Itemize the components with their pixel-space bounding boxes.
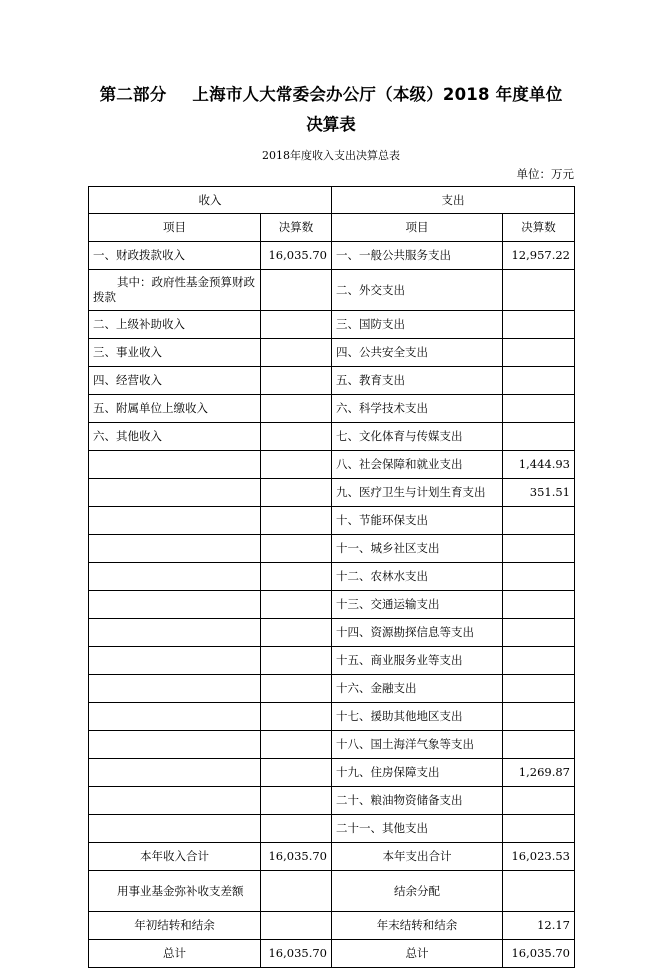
expenditure-item-value [503, 647, 575, 675]
income-item-value [261, 619, 332, 647]
income-item-label: 一、财政拨款收入 [89, 242, 261, 270]
title-line-2: 决算表 [306, 115, 356, 134]
balance-row [89, 871, 575, 912]
budget-final-accounts-table [88, 186, 575, 968]
unit-note: 单位：万元 [516, 167, 574, 181]
expenditure-item-label: 十七、援助其他地区支出 [332, 703, 503, 731]
expenditure-item-label: 十三、交通运输支出 [332, 591, 503, 619]
table-row [89, 423, 575, 451]
income-balance-label [89, 871, 261, 912]
income-item-label-line1: 其中：政府性基金预算财 [117, 275, 244, 289]
income-item-label: 四、经营收入 [89, 367, 261, 395]
income-item-label-line2: 政拨款 [93, 275, 255, 304]
expenditure-item-label: 十一、城乡社区支出 [332, 535, 503, 563]
table-row [89, 675, 575, 703]
expenditure-item-value: 351.51 [503, 479, 575, 507]
expenditure-item-value [503, 703, 575, 731]
expenditure-item-label: 九、医疗卫生与计划生育支出 [332, 479, 503, 507]
table-row [89, 759, 575, 787]
expenditure-item-value: 1,444.93 [503, 451, 575, 479]
income-item-label [89, 787, 261, 815]
income-item-label [89, 270, 261, 311]
table-row [89, 395, 575, 423]
expenditure-item-value: 12,957.22 [503, 242, 575, 270]
table-row [89, 731, 575, 759]
income-item-label [89, 535, 261, 563]
expenditure-subtotal-label: 本年支出合计 [332, 843, 503, 871]
table-row [89, 479, 575, 507]
income-item-label [89, 703, 261, 731]
expenditure-item-value [503, 787, 575, 815]
expenditure-item-value [503, 535, 575, 563]
expenditure-item-value: 1,269.87 [503, 759, 575, 787]
income-item-label: 五、附属单位上缴收入 [89, 395, 261, 423]
expenditure-item-value [503, 591, 575, 619]
section-header-income: 收入 [89, 187, 332, 214]
expenditure-item-value [503, 423, 575, 451]
income-item-value [261, 339, 332, 367]
expenditure-item-label: 七、文化体育与传媒支出 [332, 423, 503, 451]
income-item-label [89, 675, 261, 703]
income-item-value [261, 395, 332, 423]
carryover-row [89, 912, 575, 940]
income-item-label: 二、上级补助收入 [89, 311, 261, 339]
expenditure-item-label: 一、一般公共服务支出 [332, 242, 503, 270]
expenditure-item-label: 四、公共安全支出 [332, 339, 503, 367]
table-row [89, 311, 575, 339]
section-header-expenditure: 支出 [332, 187, 575, 214]
column-header-expenditure-item: 项目 [332, 214, 503, 242]
expenditure-balance-label: 结余分配 [332, 871, 503, 912]
expenditure-carryover-label: 年末结转和结余 [332, 912, 503, 940]
table-row [89, 703, 575, 731]
table-row [89, 242, 575, 270]
income-item-label [89, 815, 261, 843]
expenditure-item-value [503, 395, 575, 423]
expenditure-item-label: 二、外交支出 [332, 270, 503, 311]
table-body [89, 187, 575, 968]
section-header-row [89, 187, 575, 214]
expenditure-item-label: 三、国防支出 [332, 311, 503, 339]
table-row [89, 787, 575, 815]
expenditure-item-value [503, 507, 575, 535]
expenditure-total-label: 总计 [332, 940, 503, 968]
income-item-value [261, 759, 332, 787]
income-item-value [261, 647, 332, 675]
table-subtitle: 2018年度收入支出决算总表 [262, 149, 400, 162]
expenditure-item-label: 二十、粮油物资储备支出 [332, 787, 503, 815]
income-item-value [261, 311, 332, 339]
income-item-value [261, 367, 332, 395]
expenditure-item-label: 二十一、其他支出 [332, 815, 503, 843]
income-item-label [89, 759, 261, 787]
income-item-label [89, 647, 261, 675]
table-row [89, 451, 575, 479]
grand-total-row [89, 940, 575, 968]
table-row [89, 815, 575, 843]
income-item-value [261, 270, 332, 311]
expenditure-item-label: 十四、资源勘探信息等支出 [332, 619, 503, 647]
table-row [89, 591, 575, 619]
income-item-label [89, 563, 261, 591]
expenditure-item-label: 十八、国土海洋气象等支出 [332, 731, 503, 759]
expenditure-subtotal-value: 16,023.53 [503, 843, 575, 871]
column-header-income-value: 决算数 [261, 214, 332, 242]
expenditure-item-value [503, 270, 575, 311]
income-item-label: 六、其他收入 [89, 423, 261, 451]
expenditure-item-value [503, 367, 575, 395]
income-item-value [261, 451, 332, 479]
income-balance-label-line1: 用事业基金弥补收支差 [117, 883, 232, 898]
income-total-value: 16,035.70 [261, 940, 332, 968]
expenditure-item-value [503, 619, 575, 647]
income-item-value [261, 479, 332, 507]
income-item-value [261, 731, 332, 759]
expenditure-item-value [503, 339, 575, 367]
table-row [89, 270, 575, 311]
income-carryover-label: 年初结转和结余 [89, 912, 261, 940]
expenditure-item-value [503, 675, 575, 703]
income-item-value [261, 423, 332, 451]
income-total-label: 总计 [89, 940, 261, 968]
income-balance-label-line2: 额 [232, 883, 244, 898]
income-item-label [89, 619, 261, 647]
income-item-value [261, 535, 332, 563]
income-item-label: 三、事业收入 [89, 339, 261, 367]
expenditure-carryover-value: 12.17 [503, 912, 575, 940]
expenditure-item-label: 十六、金融支出 [332, 675, 503, 703]
expenditure-item-value [503, 311, 575, 339]
income-item-value [261, 787, 332, 815]
column-header-row [89, 214, 575, 242]
title-line-1 [88, 80, 574, 110]
expenditure-item-value [503, 563, 575, 591]
income-subtotal-label: 本年收入合计 [89, 843, 261, 871]
title-main-text: 上海市人大常委会办公厅（本级）2018 年度单位 [192, 85, 563, 104]
table-row [89, 647, 575, 675]
income-item-value [261, 507, 332, 535]
expenditure-item-label: 十、节能环保支出 [332, 507, 503, 535]
table-row [89, 367, 575, 395]
expenditure-total-value: 16,035.70 [503, 940, 575, 968]
income-item-value [261, 563, 332, 591]
column-header-expenditure-value: 决算数 [503, 214, 575, 242]
income-item-value [261, 675, 332, 703]
income-balance-value [261, 871, 332, 912]
expenditure-item-label: 五、教育支出 [332, 367, 503, 395]
income-item-label [89, 451, 261, 479]
table-row [89, 563, 575, 591]
income-carryover-value [261, 912, 332, 940]
expenditure-item-label: 十五、商业服务业等支出 [332, 647, 503, 675]
income-item-value [261, 591, 332, 619]
income-item-value [261, 703, 332, 731]
expenditure-item-label: 十九、住房保障支出 [332, 759, 503, 787]
expenditure-item-value [503, 731, 575, 759]
expenditure-balance-value [503, 871, 575, 912]
income-item-value: 16,035.70 [261, 242, 332, 270]
table-row [89, 619, 575, 647]
income-item-label [89, 591, 261, 619]
table-row [89, 339, 575, 367]
table-row [89, 507, 575, 535]
income-subtotal-value: 16,035.70 [261, 843, 332, 871]
income-item-label [89, 479, 261, 507]
table-row [89, 535, 575, 563]
income-item-value [261, 815, 332, 843]
expenditure-item-value [503, 815, 575, 843]
document-title [88, 80, 574, 140]
expenditure-item-label: 六、科学技术支出 [332, 395, 503, 423]
income-item-label [89, 731, 261, 759]
subtotal-row [89, 843, 575, 871]
column-header-income-item: 项目 [89, 214, 261, 242]
title-part-label: 第二部分 [99, 85, 167, 104]
income-item-label [89, 507, 261, 535]
expenditure-item-label: 十二、农林水支出 [332, 563, 503, 591]
expenditure-item-label: 八、社会保障和就业支出 [332, 451, 503, 479]
